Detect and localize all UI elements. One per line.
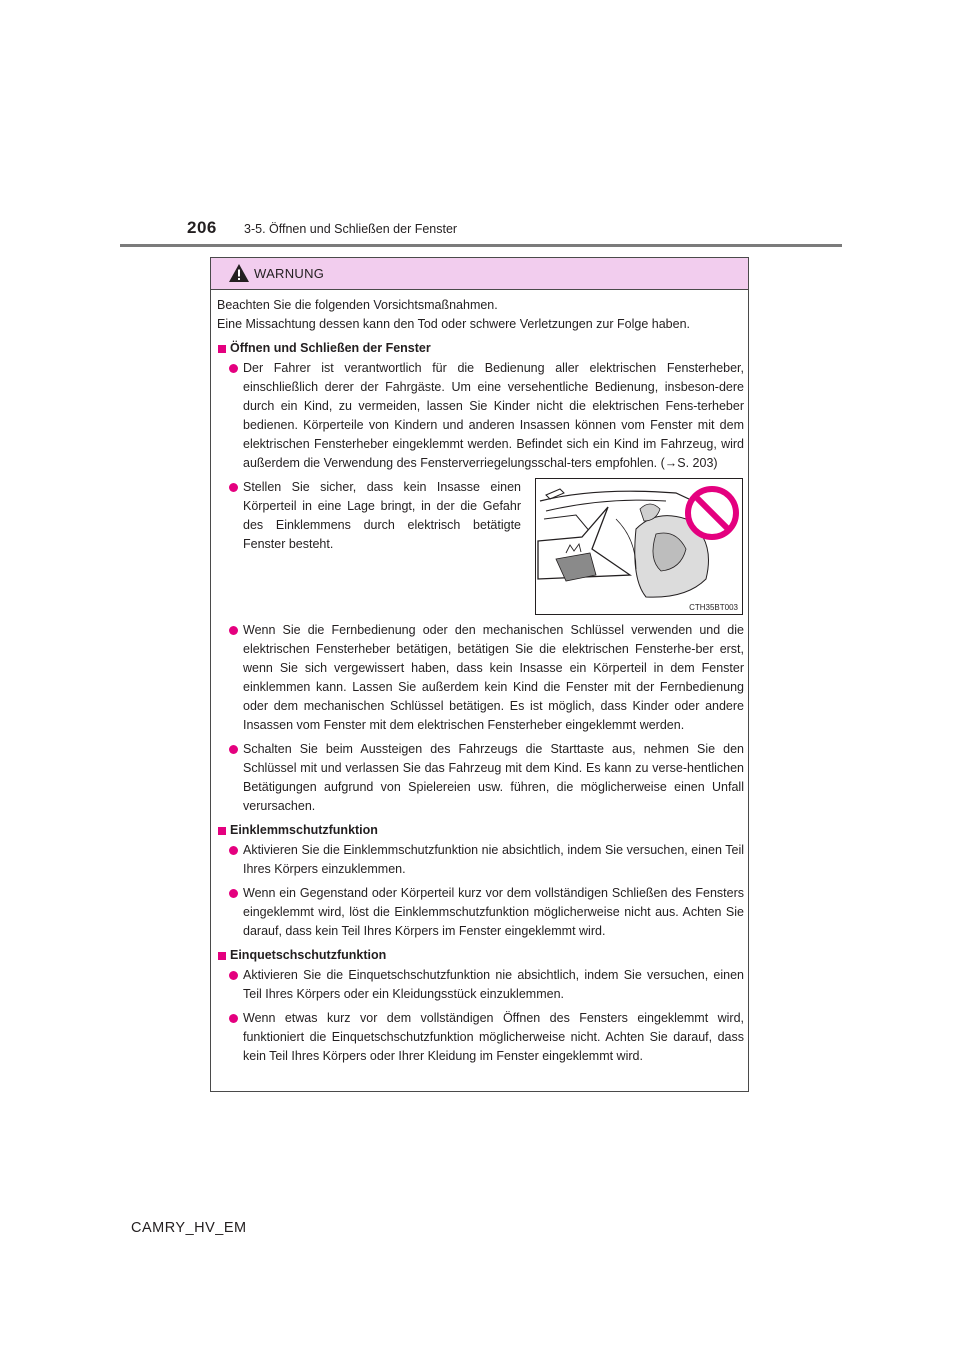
list-item (217, 478, 521, 554)
square-bullet-icon (218, 952, 226, 960)
warning-triangle-icon (228, 263, 250, 283)
section-heading (217, 821, 744, 840)
list-item (217, 1009, 744, 1066)
illustration-code: CTH35BT003 (689, 603, 738, 612)
window-pinch-drawing (536, 479, 742, 614)
window-pinch-illustration (535, 478, 743, 615)
list-item-text: Aktivieren Sie die Einquetschschutzfunktion nie absichtlich, indem Sie versuchen, einen Teil Ihres Körpers oder ein Kleidungsstück einzuklemmen. (243, 968, 744, 1001)
round-bullet-icon (229, 745, 238, 754)
list-item-text: Wenn etwas kurz vor dem vollständigen Öffnen des Fensters eingeklemmt wird, funktioniert die Einquetschschutzfunktion möglicherweise nicht. Achten Sie darauf, dass kein Teil Ihres Körpers oder Ihrer Kleidung im Fenster eingeklemmt wird. (243, 1011, 744, 1063)
round-bullet-icon (229, 483, 238, 492)
round-bullet-icon (229, 846, 238, 855)
warning-header (211, 258, 748, 290)
warning-box (210, 257, 749, 1092)
list-item-text: Schalten Sie beim Aussteigen des Fahrzeugs die Starttaste aus, nehmen Sie den Schlüssel mit und verlassen Sie das Fahrzeug mit dem Kind. Es kann zu verse-hentlichen Betätigungen aufgrund von Spielereien usw. führen, die möglicherweise einen Unfall verursachen. (243, 742, 744, 813)
intro-line: Eine Missachtung dessen kann den Tod oder schwere Verletzungen zur Folge haben. (217, 317, 690, 331)
intro-line: Beachten Sie die folgenden Vorsichtsmaßnahmen. (217, 298, 498, 312)
model-code: CAMRY_HV_EM (131, 1220, 247, 1236)
section-heading-text: Öffnen und Schließen der Fenster (230, 341, 431, 355)
list-item (217, 884, 744, 941)
round-bullet-icon (229, 889, 238, 898)
square-bullet-icon (218, 345, 226, 353)
list-item-text: Wenn Sie die Fernbedienung oder den mechanischen Schlüssel verwenden und die elektrischen Fensterheber betätigen, betätigen Sie die elektrischen Fensterhe-ber erst, wenn Sie sich vergewissert haben, dass kein Insasse ein Körperteil in dem Fenster einklemmen kann. Lassen Sie außerdem kein Kind die Fenster mit der Fernbedienung oder dem mechanischen Schlüssel betätigen. Es ist möglich, dass Kinder oder andere Insassen vom Fenster mit dem elektrischen Fensterheber eingeklemmt werden. (243, 623, 744, 732)
list-item-text: Wenn ein Gegenstand oder Körperteil kurz vor dem vollständigen Schließen des Fensters eingeklemmt wird, löst die Einklemmschutzfunktion möglicherweise nicht aus. Achten Sie darauf, dass kein Teil Ihres Körpers im Fenster eingeklemmt wird. (243, 886, 744, 938)
list-item (217, 841, 744, 879)
warning-content (217, 296, 744, 1071)
list-item (217, 621, 744, 735)
warning-intro (217, 296, 744, 334)
section-heading-text: Einquetschschutzfunktion (230, 948, 387, 962)
round-bullet-icon (229, 1014, 238, 1023)
section-heading (217, 339, 744, 358)
round-bullet-icon (229, 626, 238, 635)
header-rule (120, 244, 842, 247)
list-item (217, 740, 744, 816)
round-bullet-icon (229, 971, 238, 980)
warning-title: WARNUNG (254, 266, 325, 281)
section-title: 3-5. Öffnen und Schließen der Fenster (244, 222, 458, 236)
round-bullet-icon (229, 364, 238, 373)
square-bullet-icon (218, 827, 226, 835)
list-item (217, 966, 744, 1004)
list-item (217, 359, 744, 473)
section-heading-text: Einklemmschutzfunktion (230, 823, 378, 837)
bullet-with-illustration (217, 478, 744, 615)
list-item-text: Stellen Sie sicher, dass kein Insasse einen Körperteil in eine Lage bringt, in der die Gefahr des Einklemmens durch elektrisch betätigte Fenster besteht. (243, 480, 521, 551)
list-item-text: Aktivieren Sie die Einklemmschutzfunktion nie absichtlich, indem Sie versuchen, einen Teil Ihres Körpers einzuklemmen. (243, 843, 744, 876)
page-number: 206 (187, 218, 217, 237)
list-item-text: Der Fahrer ist verantwortlich für die Bedienung aller elektrischen Fensterheber, einschließlich derer der Fahrgäste. Um eine versehentliche Bedienung, insbeson-dere durch ein Kind, zu vermeiden, lassen Sie Kinder nicht die elektrischen Fens-terheber bedienen. Körperteile von Kindern und anderen Insassen können vom Fenster mit dem elektrischen Fensterheber eingeklemmt werden. Befindet sich ein Kind im Fahrzeug, wird außerdem die Verwendung des Fensterverriegelungsschal-ters empfohlen. (→S. 203) (243, 361, 744, 470)
section-heading (217, 946, 744, 965)
